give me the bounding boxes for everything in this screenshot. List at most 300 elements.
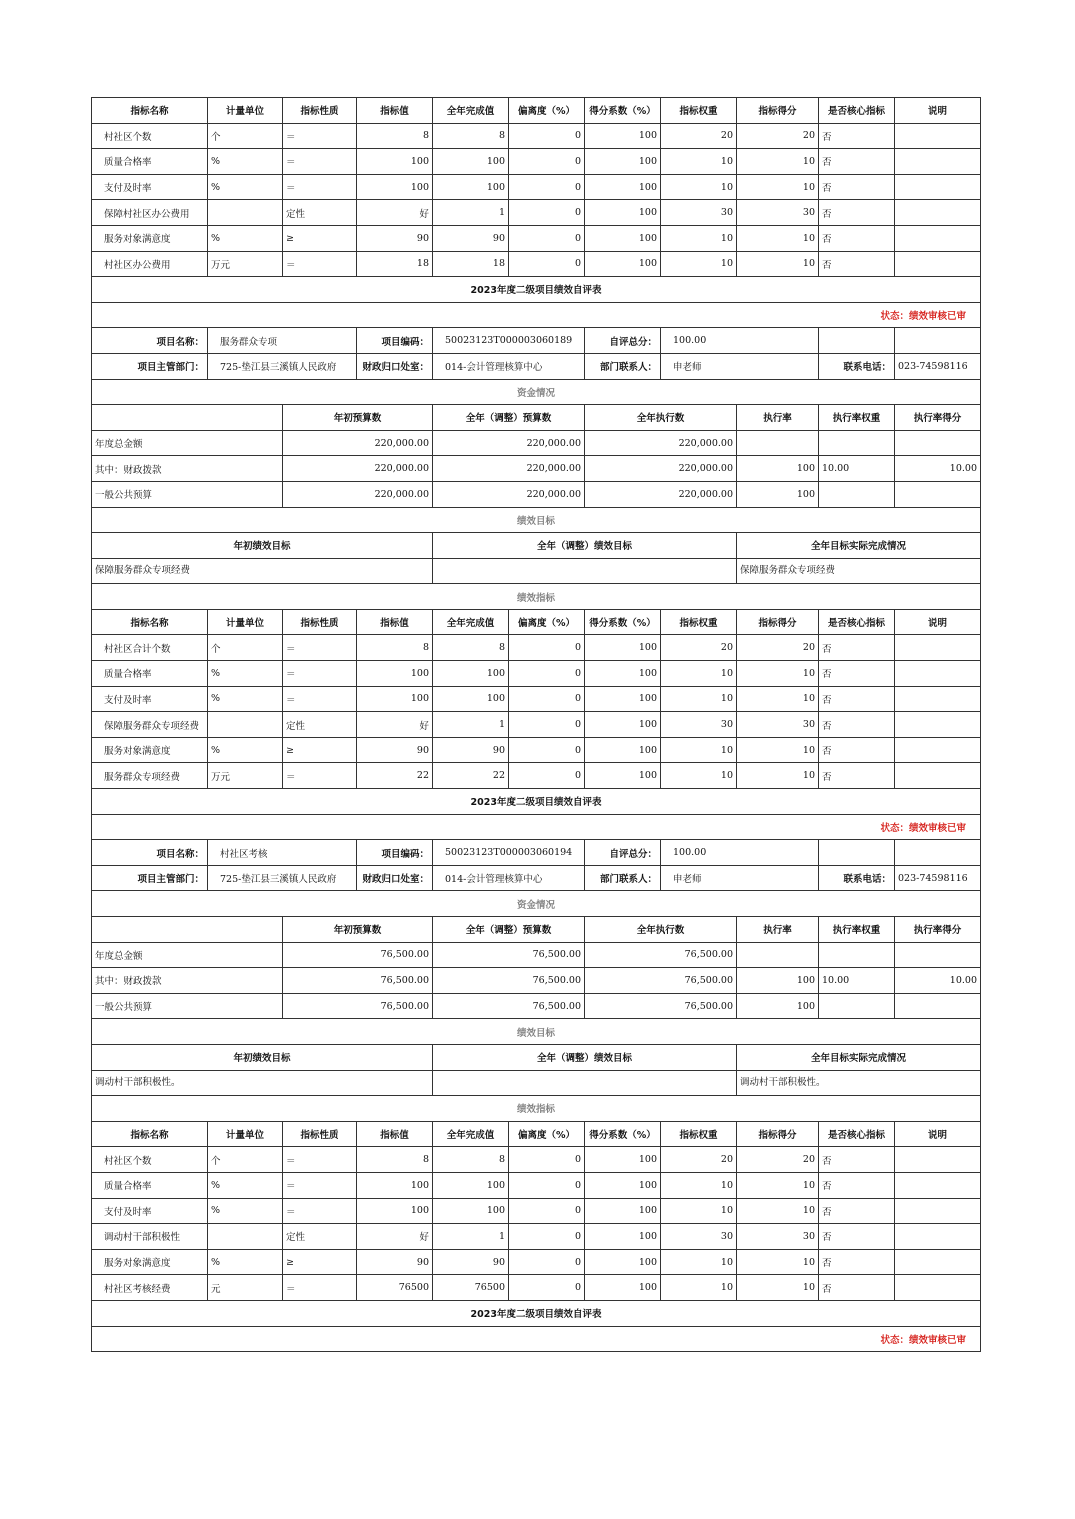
indicator-weight: 10 — [661, 225, 737, 251]
form-title: 2023年度二级项目绩效自评表 — [92, 789, 981, 815]
cell — [895, 328, 981, 354]
indicator-value: 8 — [357, 123, 433, 149]
indicator-unit: 万元 — [208, 763, 283, 789]
indicator-weight: 30 — [661, 712, 737, 738]
indicator-value: 76500 — [357, 1275, 433, 1301]
indicator-note — [895, 686, 981, 712]
column-header: 执行率 — [737, 917, 819, 943]
indicator-actual: 100 — [433, 661, 509, 687]
column-header: 指标权重 — [661, 1121, 737, 1147]
indicator-value: 22 — [357, 763, 433, 789]
indicator-actual: 1 — [433, 1224, 509, 1250]
fund-executed: 76,500.00 — [585, 993, 737, 1019]
contact: 申老师 — [661, 353, 819, 379]
label-dept: 项目主管部门： — [92, 353, 208, 379]
indicator-actual: 90 — [433, 225, 509, 251]
indicator-note — [895, 1275, 981, 1301]
indicator-unit: % — [208, 686, 283, 712]
cell — [819, 840, 895, 866]
indicator-row — [92, 1275, 981, 1301]
indicator-core: 否 — [819, 225, 895, 251]
indicator-weight: 30 — [661, 1224, 737, 1250]
indicator-name: 质量合格率 — [92, 1172, 208, 1198]
goal-row — [92, 558, 981, 584]
project-name: 村社区考核 — [208, 840, 357, 866]
indicator-value: 100 — [357, 686, 433, 712]
fund-initial: 220,000.00 — [283, 456, 433, 482]
indicator-core: 否 — [819, 737, 895, 763]
indicator-unit: % — [208, 1249, 283, 1275]
indicator-coefficient: 100 — [585, 1198, 661, 1224]
fund-adjusted: 220,000.00 — [433, 456, 585, 482]
indicator-deviation: 0 — [509, 174, 585, 200]
fund-rate-weight — [819, 430, 895, 456]
column-header: 指标性质 — [283, 609, 357, 635]
fund-executed: 220,000.00 — [585, 456, 737, 482]
column-header: 说明 — [895, 609, 981, 635]
fund-initial: 76,500.00 — [283, 993, 433, 1019]
section-goals: 绩效目标 — [92, 507, 981, 533]
indicator-score: 30 — [737, 712, 819, 738]
column-header: 偏离度（%） — [509, 98, 585, 124]
indicator-score: 10 — [737, 174, 819, 200]
status-text: 状态：绩效审核已审 — [92, 302, 981, 328]
indicator-name: 村社区个数 — [92, 123, 208, 149]
indicator-core: 否 — [819, 1224, 895, 1250]
indicator-name: 服务对象满意度 — [92, 225, 208, 251]
fund-rate-weight — [819, 993, 895, 1019]
indicator-name: 村社区办公费用 — [92, 251, 208, 277]
section-indicators: 绩效指标 — [92, 1096, 981, 1122]
indicator-deviation: 0 — [509, 1224, 585, 1250]
column-header: 得分系数（%） — [585, 609, 661, 635]
column-header: 指标权重 — [661, 609, 737, 635]
indicator-score: 30 — [737, 1224, 819, 1250]
goal-initial: 调动村干部积极性。 — [92, 1070, 433, 1096]
goal-adjusted — [433, 1070, 737, 1096]
fund-row — [92, 456, 981, 482]
fund-rate: 100 — [737, 456, 819, 482]
indicator-unit: 个 — [208, 1147, 283, 1173]
indicator-header-row — [92, 98, 981, 124]
fund-adjusted: 220,000.00 — [433, 481, 585, 507]
label-project-code: 项目编码： — [357, 840, 433, 866]
column-header: 计量单位 — [208, 609, 283, 635]
fund-rate-score: 10.00 — [895, 456, 981, 482]
indicator-value: 好 — [357, 200, 433, 226]
form-title: 2023年度二级项目绩效自评表 — [92, 1300, 981, 1326]
indicator-value: 18 — [357, 251, 433, 277]
form-title-row — [92, 789, 981, 815]
form-title: 2023年度二级项目绩效自评表 — [92, 277, 981, 303]
indicator-value: 100 — [357, 174, 433, 200]
fund-rate-weight: 10.00 — [819, 968, 895, 994]
indicator-actual: 1 — [433, 712, 509, 738]
indicator-actual: 100 — [433, 149, 509, 175]
indicator-deviation: 0 — [509, 1275, 585, 1301]
indicator-actual: 100 — [433, 174, 509, 200]
indicator-note — [895, 635, 981, 661]
indicator-deviation: 0 — [509, 661, 585, 687]
fund-rate: 100 — [737, 968, 819, 994]
fund-rate — [737, 430, 819, 456]
indicator-weight: 10 — [661, 1249, 737, 1275]
fund-label: 年度总金额 — [92, 430, 283, 456]
indicator-row — [92, 737, 981, 763]
column-header: 指标名称 — [92, 609, 208, 635]
fund-row — [92, 481, 981, 507]
indicator-coefficient: 100 — [585, 251, 661, 277]
indicator-nature: ＝ — [283, 635, 357, 661]
fund-label: 其中：财政拨款 — [92, 968, 283, 994]
fund-row — [92, 430, 981, 456]
finance-dept: 014-会计管理核算中心 — [433, 353, 585, 379]
indicator-name: 村社区个数 — [92, 1147, 208, 1173]
indicator-deviation: 0 — [509, 763, 585, 789]
indicator-score: 10 — [737, 225, 819, 251]
indicator-unit — [208, 712, 283, 738]
column-header: 指标名称 — [92, 98, 208, 124]
indicator-coefficient: 100 — [585, 686, 661, 712]
self-score: 100.00 — [661, 328, 819, 354]
indicator-actual: 8 — [433, 123, 509, 149]
column-header: 年初预算数 — [283, 917, 433, 943]
indicator-coefficient: 100 — [585, 1224, 661, 1250]
column-header: 全年（调整）预算数 — [433, 405, 585, 431]
column-header: 全年完成值 — [433, 98, 509, 124]
fund-adjusted: 76,500.00 — [433, 968, 585, 994]
indicator-nature: ＝ — [283, 1172, 357, 1198]
indicator-unit: % — [208, 661, 283, 687]
fund-rate-score — [895, 942, 981, 968]
indicator-unit: 个 — [208, 123, 283, 149]
indicator-unit — [208, 200, 283, 226]
indicator-name: 服务群众专项经费 — [92, 763, 208, 789]
indicator-note — [895, 1147, 981, 1173]
indicator-name: 支付及时率 — [92, 686, 208, 712]
indicator-weight: 10 — [661, 174, 737, 200]
indicator-deviation: 0 — [509, 1172, 585, 1198]
goal-header-row — [92, 533, 981, 559]
indicator-nature: ＝ — [283, 763, 357, 789]
column-header: 执行率得分 — [895, 405, 981, 431]
indicator-deviation: 0 — [509, 712, 585, 738]
indicator-value: 90 — [357, 225, 433, 251]
indicator-unit: 元 — [208, 1275, 283, 1301]
column-header: 年初预算数 — [283, 405, 433, 431]
column-header: 得分系数（%） — [585, 1121, 661, 1147]
indicator-score: 10 — [737, 1172, 819, 1198]
indicator-weight: 10 — [661, 763, 737, 789]
indicator-deviation: 0 — [509, 635, 585, 661]
indicator-note — [895, 149, 981, 175]
indicator-weight: 10 — [661, 737, 737, 763]
phone: 023-74598116 — [895, 865, 981, 891]
indicator-nature: 定性 — [283, 1224, 357, 1250]
indicator-note — [895, 661, 981, 687]
fund-adjusted: 76,500.00 — [433, 993, 585, 1019]
indicator-coefficient: 100 — [585, 737, 661, 763]
column-header: 全年（调整）预算数 — [433, 917, 585, 943]
fund-header-row — [92, 917, 981, 943]
label-contact: 部门联系人： — [585, 865, 661, 891]
label-phone: 联系电话： — [819, 865, 895, 891]
column-header: 全年完成值 — [433, 609, 509, 635]
label-dept: 项目主管部门： — [92, 865, 208, 891]
cell — [819, 328, 895, 354]
indicator-row — [92, 1172, 981, 1198]
finance-dept: 014-会计管理核算中心 — [433, 865, 585, 891]
indicator-note — [895, 712, 981, 738]
cell — [895, 840, 981, 866]
fund-label: 其中：财政拨款 — [92, 456, 283, 482]
indicator-name: 支付及时率 — [92, 174, 208, 200]
indicator-core: 否 — [819, 1147, 895, 1173]
column-header: 说明 — [895, 98, 981, 124]
indicator-note — [895, 251, 981, 277]
indicator-name: 调动村干部积极性 — [92, 1224, 208, 1250]
section-goals: 绩效目标 — [92, 1019, 981, 1045]
indicator-name: 质量合格率 — [92, 149, 208, 175]
indicator-note — [895, 1198, 981, 1224]
fund-adjusted: 220,000.00 — [433, 430, 585, 456]
indicator-coefficient: 100 — [585, 123, 661, 149]
fund-rate-score — [895, 993, 981, 1019]
column-header: 指标值 — [357, 1121, 433, 1147]
indicator-coefficient: 100 — [585, 712, 661, 738]
indicator-name: 村社区考核经费 — [92, 1275, 208, 1301]
column-header: 年初绩效目标 — [92, 1044, 433, 1070]
indicator-weight: 10 — [661, 1172, 737, 1198]
fund-initial: 220,000.00 — [283, 430, 433, 456]
indicator-note — [895, 225, 981, 251]
fund-initial: 220,000.00 — [283, 481, 433, 507]
column-header: 指标值 — [357, 609, 433, 635]
indicator-value: 100 — [357, 1198, 433, 1224]
indicator-nature: 定性 — [283, 200, 357, 226]
indicator-name: 支付及时率 — [92, 1198, 208, 1224]
cell — [92, 405, 283, 431]
indicator-unit — [208, 1224, 283, 1250]
indicator-score: 20 — [737, 123, 819, 149]
column-header: 全年（调整）绩效目标 — [433, 1044, 737, 1070]
indicator-coefficient: 100 — [585, 1147, 661, 1173]
indicator-core: 否 — [819, 1275, 895, 1301]
label-self-score: 自评总分： — [585, 328, 661, 354]
indicator-score: 10 — [737, 737, 819, 763]
project-dept-row — [92, 353, 981, 379]
indicator-value: 90 — [357, 737, 433, 763]
column-header: 全年目标实际完成情况 — [737, 533, 981, 559]
indicator-actual: 100 — [433, 686, 509, 712]
indicator-core: 否 — [819, 686, 895, 712]
indicator-actual: 18 — [433, 251, 509, 277]
indicator-core: 否 — [819, 200, 895, 226]
indicator-deviation: 0 — [509, 1249, 585, 1275]
indicator-score: 10 — [737, 1249, 819, 1275]
indicator-nature: ＝ — [283, 123, 357, 149]
indicator-weight: 10 — [661, 149, 737, 175]
indicator-row — [92, 1198, 981, 1224]
indicator-coefficient: 100 — [585, 225, 661, 251]
column-header: 偏离度（%） — [509, 609, 585, 635]
dept: 725-垫江县三溪镇人民政府 — [208, 353, 357, 379]
indicator-deviation: 0 — [509, 123, 585, 149]
indicator-unit: 个 — [208, 635, 283, 661]
label-contact: 部门联系人： — [585, 353, 661, 379]
indicator-nature: ＝ — [283, 174, 357, 200]
column-header: 全年完成值 — [433, 1121, 509, 1147]
section-row — [92, 1096, 981, 1122]
indicator-row — [92, 686, 981, 712]
indicator-actual: 76500 — [433, 1275, 509, 1301]
section-row — [92, 507, 981, 533]
column-header: 执行率得分 — [895, 917, 981, 943]
form-title-row — [92, 1300, 981, 1326]
form-title-row — [92, 277, 981, 303]
indicator-unit: % — [208, 149, 283, 175]
indicator-actual: 8 — [433, 1147, 509, 1173]
indicator-coefficient: 100 — [585, 1249, 661, 1275]
status-text: 状态：绩效审核已审 — [92, 814, 981, 840]
indicator-name: 服务对象满意度 — [92, 737, 208, 763]
indicator-row — [92, 763, 981, 789]
goal-actual: 调动村干部积极性。 — [737, 1070, 981, 1096]
column-header: 年初绩效目标 — [92, 533, 433, 559]
fund-rate-weight — [819, 942, 895, 968]
indicator-value: 好 — [357, 1224, 433, 1250]
indicator-core: 否 — [819, 635, 895, 661]
indicator-weight: 20 — [661, 635, 737, 661]
evaluation-sheet — [91, 97, 980, 1352]
indicator-name: 村社区合计个数 — [92, 635, 208, 661]
indicator-nature: ≥ — [283, 737, 357, 763]
indicator-note — [895, 1172, 981, 1198]
indicator-core: 否 — [819, 1249, 895, 1275]
indicator-note — [895, 1249, 981, 1275]
status-text: 状态：绩效审核已审 — [92, 1326, 981, 1352]
project-code: 50023123T000003060194 — [433, 840, 585, 866]
column-header: 全年执行数 — [585, 405, 737, 431]
indicator-coefficient: 100 — [585, 1275, 661, 1301]
fund-adjusted: 76,500.00 — [433, 942, 585, 968]
fund-rate — [737, 942, 819, 968]
fund-rate: 100 — [737, 481, 819, 507]
indicator-score: 10 — [737, 661, 819, 687]
goal-header-row — [92, 1044, 981, 1070]
goal-adjusted — [433, 558, 737, 584]
indicator-note — [895, 174, 981, 200]
indicator-coefficient: 100 — [585, 635, 661, 661]
indicator-core: 否 — [819, 123, 895, 149]
section-indicators: 绩效指标 — [92, 584, 981, 610]
section-row — [92, 584, 981, 610]
indicator-row — [92, 661, 981, 687]
indicator-nature: ＝ — [283, 251, 357, 277]
indicator-score: 10 — [737, 763, 819, 789]
status-row — [92, 1326, 981, 1352]
indicator-nature: ＝ — [283, 1198, 357, 1224]
indicator-weight: 30 — [661, 200, 737, 226]
indicator-weight: 10 — [661, 1275, 737, 1301]
column-header: 偏离度（%） — [509, 1121, 585, 1147]
indicator-core: 否 — [819, 149, 895, 175]
indicator-deviation: 0 — [509, 686, 585, 712]
indicator-weight: 20 — [661, 1147, 737, 1173]
indicator-unit: % — [208, 1172, 283, 1198]
indicator-unit: % — [208, 225, 283, 251]
section-funds: 资金情况 — [92, 379, 981, 405]
indicator-score: 20 — [737, 635, 819, 661]
indicator-deviation: 0 — [509, 251, 585, 277]
label-project-name: 项目名称： — [92, 328, 208, 354]
indicator-row — [92, 635, 981, 661]
indicator-coefficient: 100 — [585, 661, 661, 687]
indicator-core: 否 — [819, 251, 895, 277]
fund-initial: 76,500.00 — [283, 968, 433, 994]
column-header: 全年目标实际完成情况 — [737, 1044, 981, 1070]
indicator-value: 90 — [357, 1249, 433, 1275]
column-header: 指标名称 — [92, 1121, 208, 1147]
fund-rate-weight — [819, 481, 895, 507]
indicator-coefficient: 100 — [585, 174, 661, 200]
indicator-unit: % — [208, 737, 283, 763]
indicator-name: 保障服务群众专项经费 — [92, 712, 208, 738]
label-finance: 财政归口处室： — [357, 353, 433, 379]
cell — [92, 917, 283, 943]
indicator-deviation: 0 — [509, 200, 585, 226]
indicator-note — [895, 200, 981, 226]
indicator-nature: ＝ — [283, 149, 357, 175]
indicator-row — [92, 1224, 981, 1250]
indicator-score: 20 — [737, 1147, 819, 1173]
indicator-note — [895, 763, 981, 789]
indicator-core: 否 — [819, 763, 895, 789]
column-header: 执行率 — [737, 405, 819, 431]
indicator-weight: 10 — [661, 686, 737, 712]
indicator-name: 服务对象满意度 — [92, 1249, 208, 1275]
indicator-unit: % — [208, 1198, 283, 1224]
indicator-row — [92, 149, 981, 175]
indicator-header-row — [92, 1121, 981, 1147]
section-row — [92, 379, 981, 405]
fund-row — [92, 968, 981, 994]
indicator-actual: 8 — [433, 635, 509, 661]
column-header: 指标得分 — [737, 98, 819, 124]
indicator-unit: % — [208, 174, 283, 200]
project-info-row — [92, 840, 981, 866]
fund-executed: 220,000.00 — [585, 430, 737, 456]
fund-rate-score — [895, 430, 981, 456]
indicator-actual: 100 — [433, 1172, 509, 1198]
fund-initial: 76,500.00 — [283, 942, 433, 968]
indicator-nature: ＝ — [283, 686, 357, 712]
indicator-row — [92, 123, 981, 149]
column-header: 执行率权重 — [819, 405, 895, 431]
indicator-row — [92, 1249, 981, 1275]
indicator-row — [92, 200, 981, 226]
indicator-deviation: 0 — [509, 149, 585, 175]
indicator-value: 8 — [357, 635, 433, 661]
column-header: 指标得分 — [737, 609, 819, 635]
column-header: 全年（调整）绩效目标 — [433, 533, 737, 559]
project-code: 50023123T000003060189 — [433, 328, 585, 354]
indicator-value: 100 — [357, 1172, 433, 1198]
indicator-actual: 1 — [433, 200, 509, 226]
label-project-name: 项目名称： — [92, 840, 208, 866]
goal-actual: 保障服务群众专项经费 — [737, 558, 981, 584]
indicator-nature: ＝ — [283, 1147, 357, 1173]
